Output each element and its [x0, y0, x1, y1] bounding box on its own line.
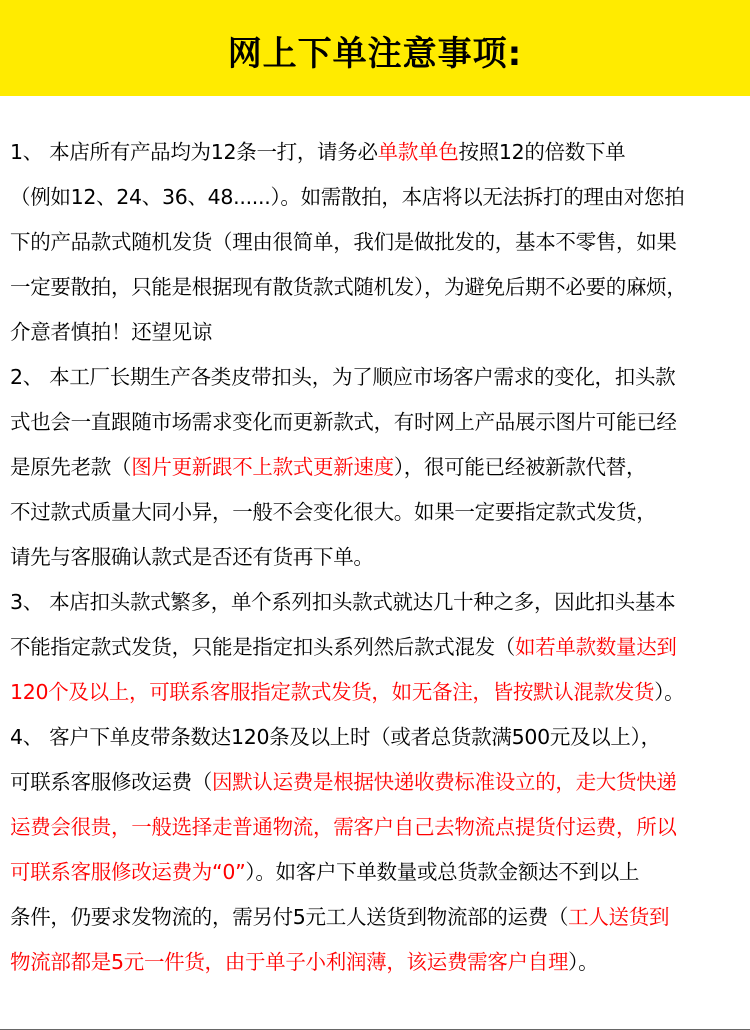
- body-text: 不能指定款式发货，只能是指定扣头系列然后款式混发（: [10, 635, 515, 659]
- notice-line: [10, 760, 750, 805]
- body-text: 2、 本工厂长期生产各类皮带扣头，为了顺应市场客户需求的变化，扣头款: [10, 365, 676, 389]
- notice-line: [10, 220, 750, 265]
- notice-item: [10, 580, 750, 715]
- body-text: ）。: [568, 950, 599, 974]
- body-text: 3、 本店扣头款式繁多，单个系列扣头款式就达几十种之多，因此扣头基本: [10, 590, 676, 614]
- body-text: 可联系客服修改运费（: [10, 770, 212, 794]
- notice-line: [10, 535, 750, 580]
- notice-line: [10, 490, 750, 535]
- notice-item: [10, 130, 750, 355]
- body-text: 一定要散拍，只能是根据现有散货款式随机发），为避免后期不必要的麻烦，: [10, 275, 687, 299]
- body-text: 式也会一直跟随市场需求变化而更新款式，有时网上产品展示图片可能已经: [10, 410, 677, 434]
- notice-line: [10, 805, 750, 850]
- notice-line: [10, 130, 750, 175]
- notice-line: [10, 355, 750, 400]
- body-text: 条件，仍要求发物流的，需另付5元工人送货到物流部的运费（: [10, 905, 569, 929]
- page-title: 网上下单注意事项:: [227, 33, 523, 74]
- notice-line: [10, 265, 750, 310]
- notice-line: [10, 625, 750, 670]
- body-text: ）。: [654, 680, 685, 704]
- notice-line: [10, 175, 750, 220]
- notice-item: [10, 715, 750, 985]
- body-text: 1、 本店所有产品均为12条一打，请务必: [10, 140, 378, 164]
- highlighted-text: 单款单色: [377, 140, 459, 164]
- highlighted-text: 物流部都是5元一件货，由于单子小利润薄，该运费需客户自理: [10, 950, 569, 974]
- notice-line: [10, 400, 750, 445]
- highlighted-text: 如若单款数量达到: [515, 635, 677, 659]
- body-text: （例如12、24、36、48......）。如需散拍，本店将以无法拆打的理由对您拍: [10, 185, 685, 209]
- notice-line: [10, 445, 750, 490]
- notice-line: [10, 940, 750, 985]
- notice-item: [10, 355, 750, 580]
- notice-line: [10, 310, 750, 355]
- highlighted-text: 120个及以上，可联系客服指定款式发货，如无备注，皆按默认混款发货: [10, 680, 655, 704]
- body-text: ），很可能已经被新款代替，: [393, 455, 647, 479]
- notice-line: [10, 850, 750, 895]
- body-text: 下的产品款式随机发货（理由很简单，我们是做批发的，基本不零售，如果: [10, 230, 677, 254]
- notice-list: [10, 130, 750, 985]
- highlighted-text: 图片更新跟不上款式更新速度: [131, 455, 394, 479]
- header-banner: [0, 0, 750, 96]
- notice-line: [10, 715, 750, 760]
- notice-line: [10, 670, 750, 715]
- body-text: 4、 客户下单皮带条数达120条及以上时（或者总货款满500元及以上），: [10, 725, 661, 749]
- body-text: 请先与客服确认款式是否还有货再下单。: [10, 545, 374, 569]
- highlighted-text: 工人送货到: [568, 905, 670, 929]
- body-text: 介意者慎拍！还望见谅: [10, 320, 212, 344]
- highlighted-text: 可联系客服修改运费为“0”: [10, 860, 246, 884]
- body-text: 按照12的倍数下单: [458, 140, 626, 164]
- highlighted-text: 运费会很贵，一般选择走普通物流，需客户自己去物流点提货付运费，所以: [10, 815, 677, 839]
- body-text: ）。如客户下单数量或总货款金额达不到以上: [245, 860, 640, 884]
- notice-line: [10, 895, 750, 940]
- notice-line: [10, 580, 750, 625]
- body-text: 不过款式质量大同小异，一般不会变化很大。如果一定要指定款式发货，: [10, 500, 657, 524]
- highlighted-text: 因默认运费是根据快递收费标准设立的，走大货快递: [212, 770, 677, 794]
- body-text: 是原先老款（: [10, 455, 132, 479]
